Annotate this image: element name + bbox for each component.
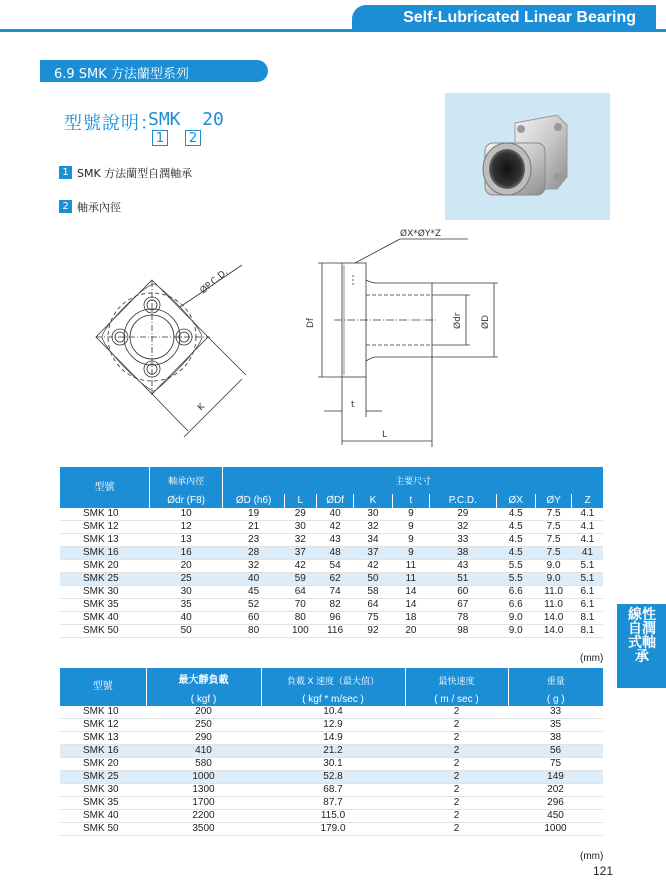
header-tab: [352, 5, 656, 32]
t1-cell-model: SMK 20: [60, 560, 149, 573]
t1-cell: 14: [392, 599, 429, 612]
side-chapter-text: 線性自潤式軸承: [628, 607, 656, 665]
t1-cell: 41: [572, 547, 603, 560]
t2-header-speed: 最快速度: [405, 668, 508, 694]
t2-cell-model: SMK 16: [60, 745, 146, 758]
t1-row: [60, 586, 603, 599]
section-title-bar: [40, 60, 268, 82]
t1-cell-model: SMK 13: [60, 534, 149, 547]
t1-cell: 50: [354, 573, 392, 586]
t1-cell: 25: [149, 573, 223, 586]
t1-cell: 82: [316, 599, 353, 612]
t2-unit: (mm): [580, 851, 604, 862]
t1-cell: 29: [284, 508, 316, 521]
front-view: [96, 265, 246, 437]
t1-row: [60, 573, 603, 586]
t1-cell: 92: [354, 625, 392, 638]
t1-cell: 78: [430, 612, 496, 625]
t2-cell: 2: [405, 771, 508, 784]
t2-cell: 1700: [146, 797, 261, 810]
t2-cell: 290: [146, 732, 261, 745]
t2-cell: 3500: [146, 823, 261, 836]
t1-cell: 38: [430, 547, 496, 560]
t1-unit: (mm): [580, 653, 604, 664]
t1-cell-model: SMK 12: [60, 521, 149, 534]
t2-cell: 2: [405, 732, 508, 745]
t1-cell: 14.0: [535, 625, 571, 638]
t2-cell: 450: [508, 810, 603, 823]
t2-cell: 200: [146, 706, 261, 719]
t1-cell: 21: [223, 521, 284, 534]
t1-cell: 4.5: [496, 521, 535, 534]
t1-cell: 28: [223, 547, 284, 560]
t1-cell: 60: [223, 612, 284, 625]
t1-cell: 33: [430, 534, 496, 547]
t1-cell: 7.5: [535, 521, 571, 534]
t1-subheader: L: [284, 494, 316, 508]
t2-cell-model: SMK 25: [60, 771, 146, 784]
side-view: [318, 239, 498, 447]
t1-cell: 4.5: [496, 547, 535, 560]
t1-cell: 64: [284, 586, 316, 599]
t1-row: [60, 625, 603, 638]
t2-row: [60, 823, 603, 836]
label-k: K: [196, 401, 208, 414]
side-chapter-tab: [617, 604, 666, 688]
t2-cell-model: SMK 50: [60, 823, 146, 836]
t1-cell: 32: [284, 534, 316, 547]
t2-cell: 2: [405, 797, 508, 810]
t1-cell: 64: [354, 599, 392, 612]
t1-cell: 14.0: [535, 612, 571, 625]
t1-cell: 6.6: [496, 599, 535, 612]
t1-cell: 9: [392, 534, 429, 547]
t2-row: [60, 719, 603, 732]
t1-header-main: 主要尺寸: [223, 467, 603, 494]
t1-cell: 6.1: [572, 586, 603, 599]
t1-row: [60, 547, 603, 560]
t1-cell-model: SMK 16: [60, 547, 149, 560]
t2-header-loadspeed: 負載 X 速度（最大值）: [261, 668, 405, 694]
t2-subheader: ( kgf * m/sec ): [261, 694, 405, 706]
t1-cell-model: SMK 25: [60, 573, 149, 586]
t2-row: [60, 771, 603, 784]
t2-cell: 2: [405, 784, 508, 797]
t1-row: [60, 521, 603, 534]
t1-cell: 4.5: [496, 508, 535, 521]
t1-cell: 67: [430, 599, 496, 612]
t1-header-model: 型號: [60, 467, 149, 508]
t2-cell: 30.1: [261, 758, 405, 771]
t1-cell: 9: [392, 521, 429, 534]
t2-cell: 12.9: [261, 719, 405, 732]
t1-cell: 58: [354, 586, 392, 599]
t1-cell: 18: [392, 612, 429, 625]
t2-cell: 580: [146, 758, 261, 771]
t2-row: [60, 758, 603, 771]
t2-cell: 2: [405, 758, 508, 771]
label-df: Df: [306, 317, 316, 328]
t1-cell: 40: [149, 612, 223, 625]
t1-cell: 29: [430, 508, 496, 521]
t2-cell: 68.7: [261, 784, 405, 797]
t2-cell: 179.0: [261, 823, 405, 836]
t1-cell: 32: [430, 521, 496, 534]
t1-cell: 40: [316, 508, 353, 521]
t1-cell: 9.0: [535, 573, 571, 586]
t1-header-bore: 軸承內徑: [149, 467, 223, 494]
t2-row: [60, 732, 603, 745]
t1-cell: 74: [316, 586, 353, 599]
t1-cell: 60: [430, 586, 496, 599]
t2-subheader: ( kgf ): [146, 694, 261, 706]
t2-header-model: 型號: [60, 668, 146, 706]
t1-subheader: K: [354, 494, 392, 508]
t1-cell: 12: [149, 521, 223, 534]
t2-cell: 250: [146, 719, 261, 732]
t2-cell-model: SMK 10: [60, 706, 146, 719]
model-code-number-1: 1: [152, 130, 168, 146]
t2-cell: 115.0: [261, 810, 405, 823]
t1-cell: 42: [354, 560, 392, 573]
t1-cell: 30: [149, 586, 223, 599]
t2-cell: 35: [508, 719, 603, 732]
legend-number-2: 2: [59, 200, 72, 213]
t1-row: [60, 560, 603, 573]
t1-row: [60, 612, 603, 625]
t2-subheader: ( m / sec ): [405, 694, 508, 706]
t2-cell: 33: [508, 706, 603, 719]
t1-cell: 8.1: [572, 625, 603, 638]
label-d: ØD: [481, 314, 491, 329]
t1-cell: 6.1: [572, 599, 603, 612]
label-xyz: ØX*ØY*Z: [400, 229, 441, 239]
t1-subheader: t: [392, 494, 429, 508]
t1-cell: 34: [354, 534, 392, 547]
t1-cell: 75: [354, 612, 392, 625]
t1-cell: 48: [316, 547, 353, 560]
t1-cell: 37: [284, 547, 316, 560]
t2-header-weight: 重量: [508, 668, 603, 694]
t1-cell: 5.5: [496, 573, 535, 586]
t1-cell: 10: [149, 508, 223, 521]
t2-cell-model: SMK 20: [60, 758, 146, 771]
t2-cell: 296: [508, 797, 603, 810]
t1-subheader: Z: [572, 494, 603, 508]
t2-cell: 10.4: [261, 706, 405, 719]
t2-cell: 52.8: [261, 771, 405, 784]
t1-cell: 11: [392, 560, 429, 573]
t1-cell: 6.6: [496, 586, 535, 599]
t1-cell: 9: [392, 547, 429, 560]
t2-cell: 38: [508, 732, 603, 745]
t2-cell: 2: [405, 745, 508, 758]
t2-cell-model: SMK 30: [60, 784, 146, 797]
t2-cell: 1000: [508, 823, 603, 836]
t2-cell-model: SMK 13: [60, 732, 146, 745]
model-explain-title: 型號說明：: [64, 113, 159, 134]
t2-cell: 14.9: [261, 732, 405, 745]
t1-subheader: ØDf: [316, 494, 353, 508]
dimensions-table: [60, 467, 603, 638]
t1-cell: 32: [354, 521, 392, 534]
t2-header-load: 最大靜負載: [146, 668, 261, 694]
t2-cell: 87.7: [261, 797, 405, 810]
t2-cell: 149: [508, 771, 603, 784]
product-photo: [445, 93, 610, 220]
load-table: [60, 668, 603, 836]
t2-cell-model: SMK 35: [60, 797, 146, 810]
t1-cell: 20: [149, 560, 223, 573]
t1-cell: 9.0: [535, 560, 571, 573]
t1-cell: 32: [223, 560, 284, 573]
label-dr: Ødr: [453, 312, 463, 329]
t1-cell: 98: [430, 625, 496, 638]
t2-cell-model: SMK 12: [60, 719, 146, 732]
t1-cell: 43: [430, 560, 496, 573]
section-title: 6.9 SMK 方法蘭型系列: [54, 67, 189, 82]
t1-cell: 4.1: [572, 534, 603, 547]
t2-row: [60, 810, 603, 823]
t1-row: [60, 599, 603, 612]
t2-row: [60, 745, 603, 758]
t2-cell: 56: [508, 745, 603, 758]
t1-cell-model: SMK 10: [60, 508, 149, 521]
t1-cell: 37: [354, 547, 392, 560]
t1-cell: 23: [223, 534, 284, 547]
t2-cell: 2: [405, 719, 508, 732]
t2-cell-model: SMK 40: [60, 810, 146, 823]
t1-cell: 59: [284, 573, 316, 586]
t2-cell: 2: [405, 823, 508, 836]
bearing-photo-image: [445, 93, 610, 220]
t2-cell: 1000: [146, 771, 261, 784]
t1-cell: 19: [223, 508, 284, 521]
t1-cell: 30: [354, 508, 392, 521]
t2-row: [60, 797, 603, 810]
t1-cell: 4.1: [572, 521, 603, 534]
legend-text-1: SMK 方法蘭型自潤軸承: [77, 167, 193, 180]
t1-cell: 13: [149, 534, 223, 547]
t1-cell-model: SMK 30: [60, 586, 149, 599]
t2-cell: 1300: [146, 784, 261, 797]
t1-cell: 45: [223, 586, 284, 599]
t1-cell: 11: [392, 573, 429, 586]
t2-row: [60, 706, 603, 719]
t1-cell: 4.1: [572, 508, 603, 521]
t1-cell: 42: [316, 521, 353, 534]
t1-cell: 30: [284, 521, 316, 534]
model-code-number-2: 2: [185, 130, 201, 146]
t1-cell: 14: [392, 586, 429, 599]
t1-cell: 11.0: [535, 586, 571, 599]
t1-cell: 20: [392, 625, 429, 638]
t1-cell: 50: [149, 625, 223, 638]
t1-cell: 100: [284, 625, 316, 638]
t1-cell: 7.5: [535, 534, 571, 547]
t1-cell: 35: [149, 599, 223, 612]
t1-cell: 43: [316, 534, 353, 547]
page-number: 121: [593, 864, 614, 878]
legend-number-1: 1: [59, 166, 72, 179]
t1-row: [60, 534, 603, 547]
t2-cell: 2: [405, 810, 508, 823]
t1-cell: 40: [223, 573, 284, 586]
t1-cell: 5.1: [572, 560, 603, 573]
t2-cell: 410: [146, 745, 261, 758]
t1-cell-model: SMK 50: [60, 625, 149, 638]
t1-subheader: ØX: [496, 494, 535, 508]
t1-cell: 9.0: [496, 612, 535, 625]
t1-cell: 52: [223, 599, 284, 612]
header-title: Self-Lubricated Linear Bearing: [403, 9, 636, 26]
t1-cell-model: SMK 40: [60, 612, 149, 625]
t1-cell: 16: [149, 547, 223, 560]
t1-cell: 62: [316, 573, 353, 586]
t1-subheader: P.C.D.: [430, 494, 496, 508]
t1-subheader: Ødr (F8): [149, 494, 223, 508]
t2-row: [60, 784, 603, 797]
t1-cell: 8.1: [572, 612, 603, 625]
t1-cell: 7.5: [535, 508, 571, 521]
t1-cell: 80: [223, 625, 284, 638]
t1-cell: 9.0: [496, 625, 535, 638]
t1-cell: 42: [284, 560, 316, 573]
t2-cell: 202: [508, 784, 603, 797]
label-t: t: [351, 400, 355, 410]
technical-drawing: [60, 225, 510, 450]
t1-cell-model: SMK 35: [60, 599, 149, 612]
t2-cell: 2200: [146, 810, 261, 823]
label-pcd: ØP.C.D.: [198, 267, 231, 297]
t1-row: [60, 508, 603, 521]
t1-cell: 9: [392, 508, 429, 521]
t2-subheader: ( g ): [508, 694, 603, 706]
legend-text-2: 軸承內徑: [77, 201, 121, 214]
t1-cell: 80: [284, 612, 316, 625]
model-explain-code: SMK 20: [148, 109, 224, 130]
t1-cell: 11.0: [535, 599, 571, 612]
t1-cell: 5.5: [496, 560, 535, 573]
t1-cell: 51: [430, 573, 496, 586]
t1-cell: 5.1: [572, 573, 603, 586]
t1-cell: 116: [316, 625, 353, 638]
t1-cell: 54: [316, 560, 353, 573]
t2-cell: 75: [508, 758, 603, 771]
t1-cell: 96: [316, 612, 353, 625]
t1-cell: 4.5: [496, 534, 535, 547]
t1-subheader: ØD (h6): [223, 494, 284, 508]
label-l: L: [382, 430, 388, 440]
t2-cell: 2: [405, 706, 508, 719]
t1-cell: 70: [284, 599, 316, 612]
t1-cell: 7.5: [535, 547, 571, 560]
t1-subheader: ØY: [535, 494, 571, 508]
t2-cell: 21.2: [261, 745, 405, 758]
